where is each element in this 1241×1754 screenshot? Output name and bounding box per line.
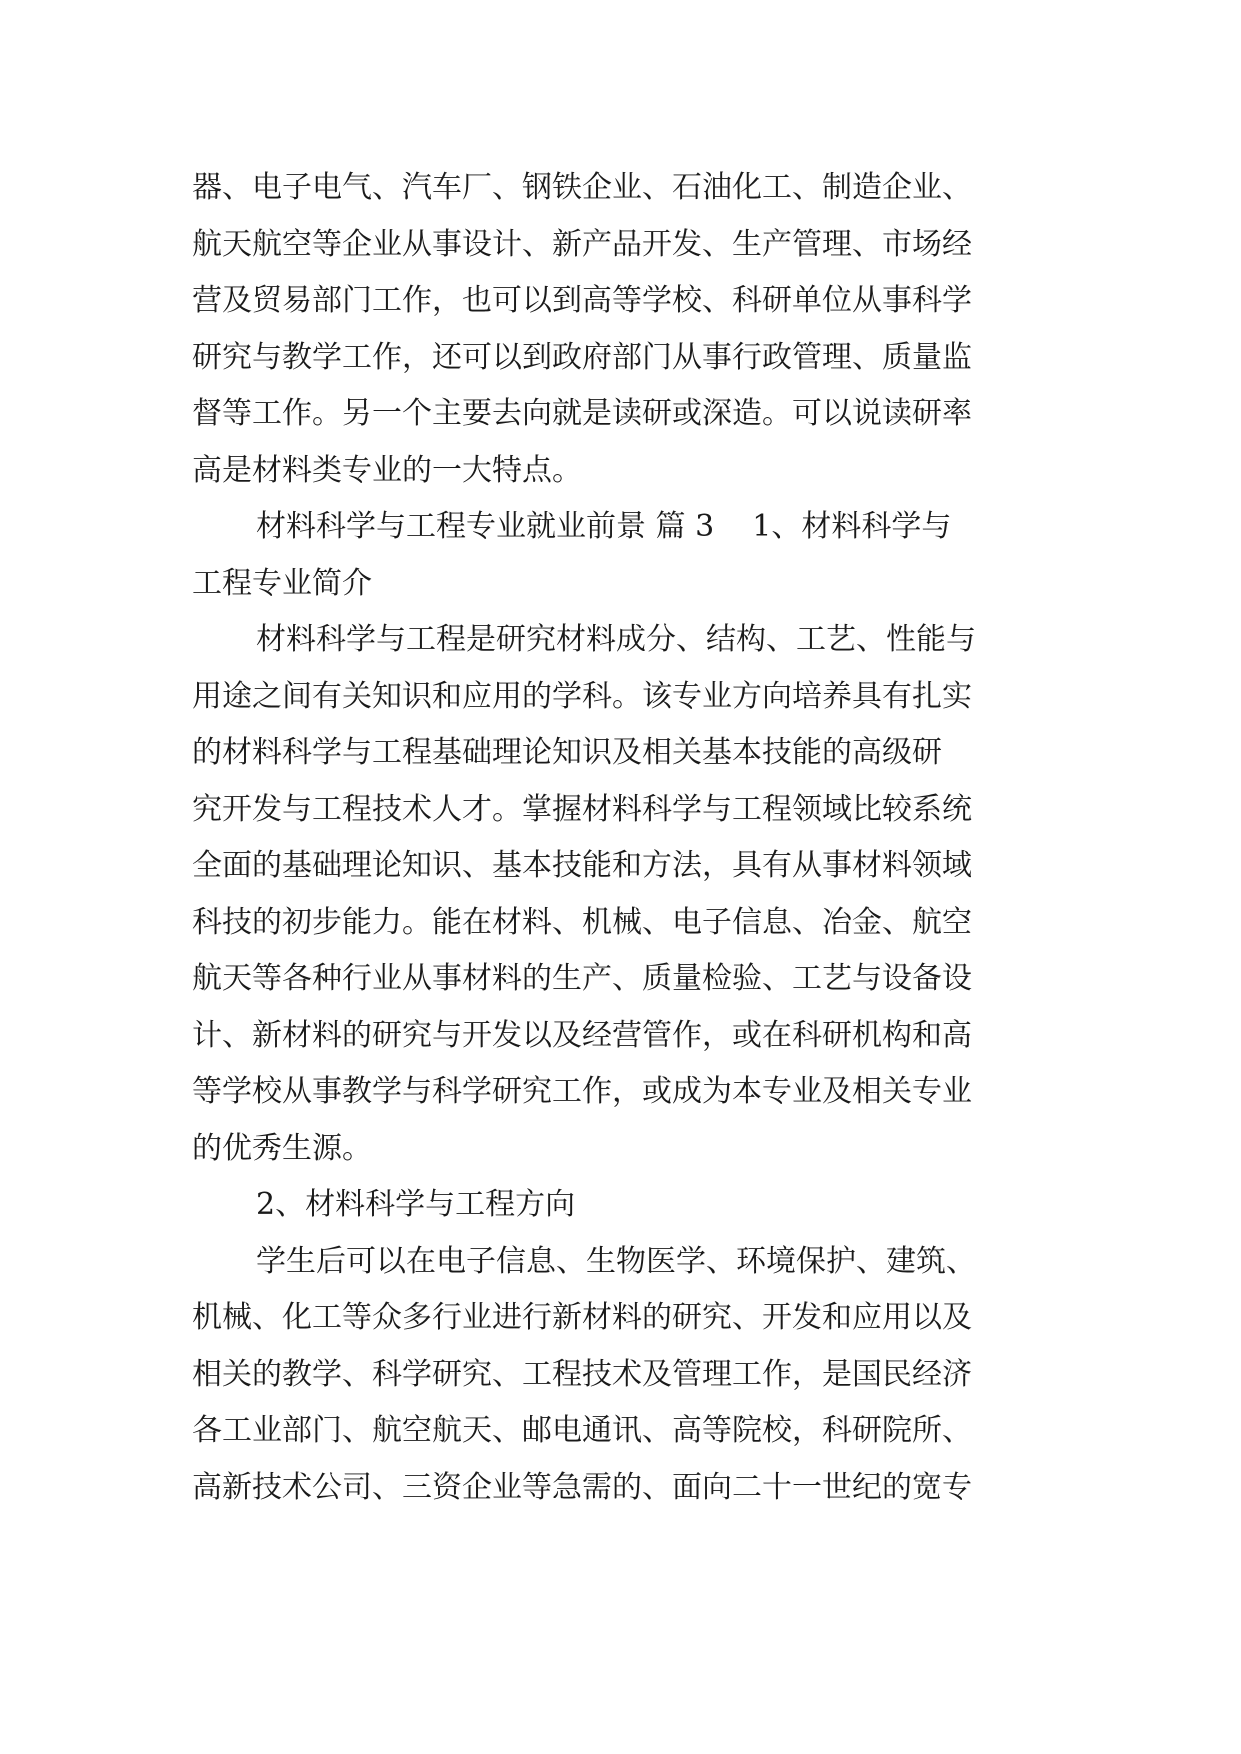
paragraph-start-line-2: 学生后可以在电子信息、生物医学、环境保护、建筑、 <box>256 1243 976 1279</box>
text-line-17: 等学校从事教学与科学研究工作，或成为本专业及相关专业 <box>192 1074 972 1109</box>
text-line-13: 全面的基础理论知识、基本技能和方法，具有从事材料领域 <box>192 848 972 883</box>
text-line-4: 研究与教学工作，还可以到政府部门从事行政管理、质量监 <box>192 339 972 375</box>
document-body <box>192 160 1092 1516</box>
text-line-14: 科技的初步能力。能在材料、机械、电子信息、冶金、航空 <box>192 904 972 940</box>
text-line-22: 相关的教学、科学研究、工程技术及管理工作，是国民经济 <box>192 1356 972 1392</box>
text-line-21: 机械、化工等众多行业进行新材料的研究、开发和应用以及 <box>192 1300 972 1335</box>
text-line-12: 究开发与工程技术人才。掌握材料科学与工程领域比较系统 <box>192 791 972 827</box>
text-line-11: 的材料科学与工程基础理论知识及相关基本技能的高级研 <box>192 735 942 770</box>
text-line-1: 器、电子电气、汽车厂、钢铁企业、石油化工、制造企业、 <box>192 170 972 205</box>
text-line-2: 航天航空等企业从事设计、新产品开发、生产管理、市场经 <box>192 226 972 262</box>
text-line-24: 高新技术公司、三资企业等急需的、面向二十一世纪的宽专 <box>192 1469 972 1505</box>
section-heading-line: 材料科学与工程专业就业前景 篇 3 1、材料科学与 <box>256 509 952 544</box>
subheading-line: 2、材料科学与工程方向 <box>256 1187 576 1222</box>
text-line-8: 工程专业简介 <box>192 565 372 601</box>
text-line-5: 督等工作。另一个主要去向就是读研或深造。可以说读研率 <box>192 396 972 431</box>
text-line-23: 各工业部门、航空航天、邮电通讯、高等院校，科研院所、 <box>192 1413 972 1448</box>
text-line-16: 计、新材料的研究与开发以及经营管作，或在科研机构和高 <box>192 1017 972 1053</box>
paragraph-start-line: 材料科学与工程是研究材料成分、结构、工艺、性能与 <box>256 622 976 657</box>
text-line-15: 航天等各种行业从事材料的生产、质量检验、工艺与设备设 <box>192 961 972 996</box>
text-line-3: 营及贸易部门工作，也可以到高等学校、科研单位从事科学 <box>192 283 972 318</box>
text-line-18: 的优秀生源。 <box>192 1130 372 1166</box>
text-line-6: 高是材料类专业的一大特点。 <box>192 452 582 488</box>
text-line-10: 用途之间有关知识和应用的学科。该专业方向培养具有扎实 <box>192 678 972 714</box>
